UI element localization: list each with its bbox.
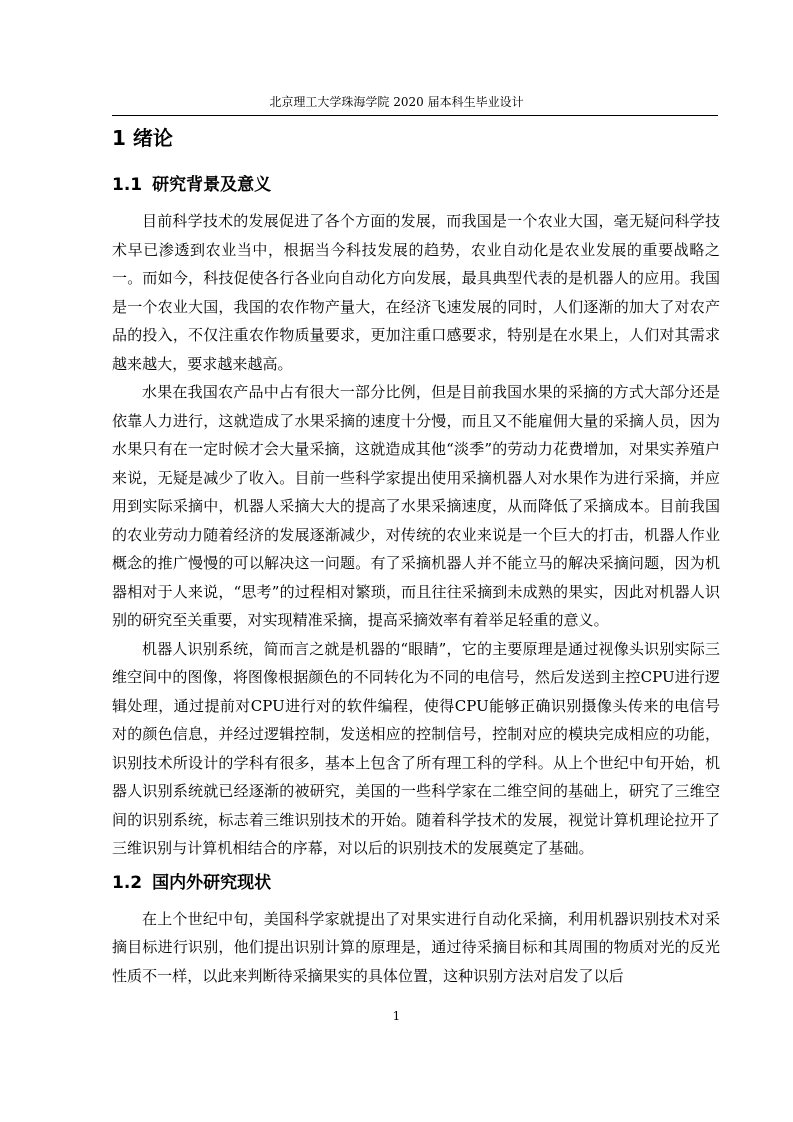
- chapter-title: 1 绪论: [112, 126, 173, 150]
- section-heading-1-1: [112, 173, 720, 198]
- page-body: [112, 123, 720, 990]
- running-header: 北京理工大学珠海学院 2020 届本科生毕业设计: [269, 95, 524, 109]
- section-title-text: 研究背景及意义: [152, 175, 272, 195]
- section-number: 1.1: [112, 175, 143, 195]
- paragraph: 水果在我国农产品中占有很大一部分比例，但是目前我国水果的采摘的方式大部分还是依靠人力进行，这就造成了水果采摘的速度十分慢，而且又不能雇佣大量的采摘人员，因为水果只有在一定时候才会大量采摘，这就造成其他“淡季”的劳动力花费增加，对果实养殖户来说，无疑是减少了收入。目前一些科学家提出使用采摘机器人对水果作为进行采摘，并应用到实际采摘中，机器人采摘大大的提高了水果采摘速度，从而降低了采摘成本。目前我国的农业劳动力随着经济的发展逐渐减少，对传统的农业来说是一个巨大的打击，机器人作业概念的推广慢慢的可以解决这一问题。有了采摘机器人并不能立马的解决采摘问题，因为机器相对于人来说，“思考”的过程相对繁琐，而且往往采摘到未成熟的果实，因此对机器人识别的研究至关重要，对实现精准采摘，提高采摘效率有着举足轻重的意义。: [112, 383, 720, 629]
- section-title-text: 国内外研究现状: [152, 872, 272, 893]
- paragraph: 在上个世纪中旬，美国科学家就提出了对果实进行自动化采摘，利用机器识别技术对采摘目标进行识别，他们提出识别计算的原理是，通过待采摘目标和其周围的物质对光的反光性质不一样，以此来判断待采摘果实的具体位置，这种识别方法对启发了以后: [112, 909, 720, 985]
- section-number: 1.2: [112, 872, 143, 893]
- paragraph: 目前科学技术的发展促进了各个方面的发展，而我国是一个农业大国，毫无疑问科学技术早已渗透到农业当中，根据当今科技发展的趋势，农业自动化是农业发展的重要战略之一。而如今，科技促使各行各业向自动化方向发展，最具典型代表的是机器人的应用。我国是一个农业大国，我国的农作物产量大，在经济飞速发展的同时，人们逐渐的加大了对农产品的投入，不仅注重农作物质量要求，更加注重口感要求，特别是在水果上，人们对其需求越来越大，要求越来越高。: [112, 212, 720, 373]
- page-number: 1: [392, 1009, 401, 1023]
- section-heading-1-2: [112, 871, 720, 896]
- header-divider: [112, 115, 718, 116]
- paragraph: 机器人识别系统，简而言之就是机器的“眼睛”，它的主要原理是通过视像头识别实际三维空间中的图像，将图像根据颜色的不同转化为不同的电信号，然后发送到主控CPU进行逻辑处理，通过提前对CPU进行对的软件编程，使得CPU能够正确识别摄像头传来的电信号对的颜色信息，并经过逻辑控制，发送相应的控制信号，控制对应的模块完成相应的功能，识别技术所设计的学科有很多，基本上包含了所有理工科的学科。从上个世纪中旬开始，机器人识别系统就已经逐渐的被研究，美国的一些科学家在二维空间的基础上，研究了三维空间的识别系统，标志着三维识别技术的开始。随着科学技术的发展，视觉计算机理论拉开了三维识别与计算机相结合的序幕，对以后的识别技术的发展奠定了基础。: [112, 639, 720, 857]
